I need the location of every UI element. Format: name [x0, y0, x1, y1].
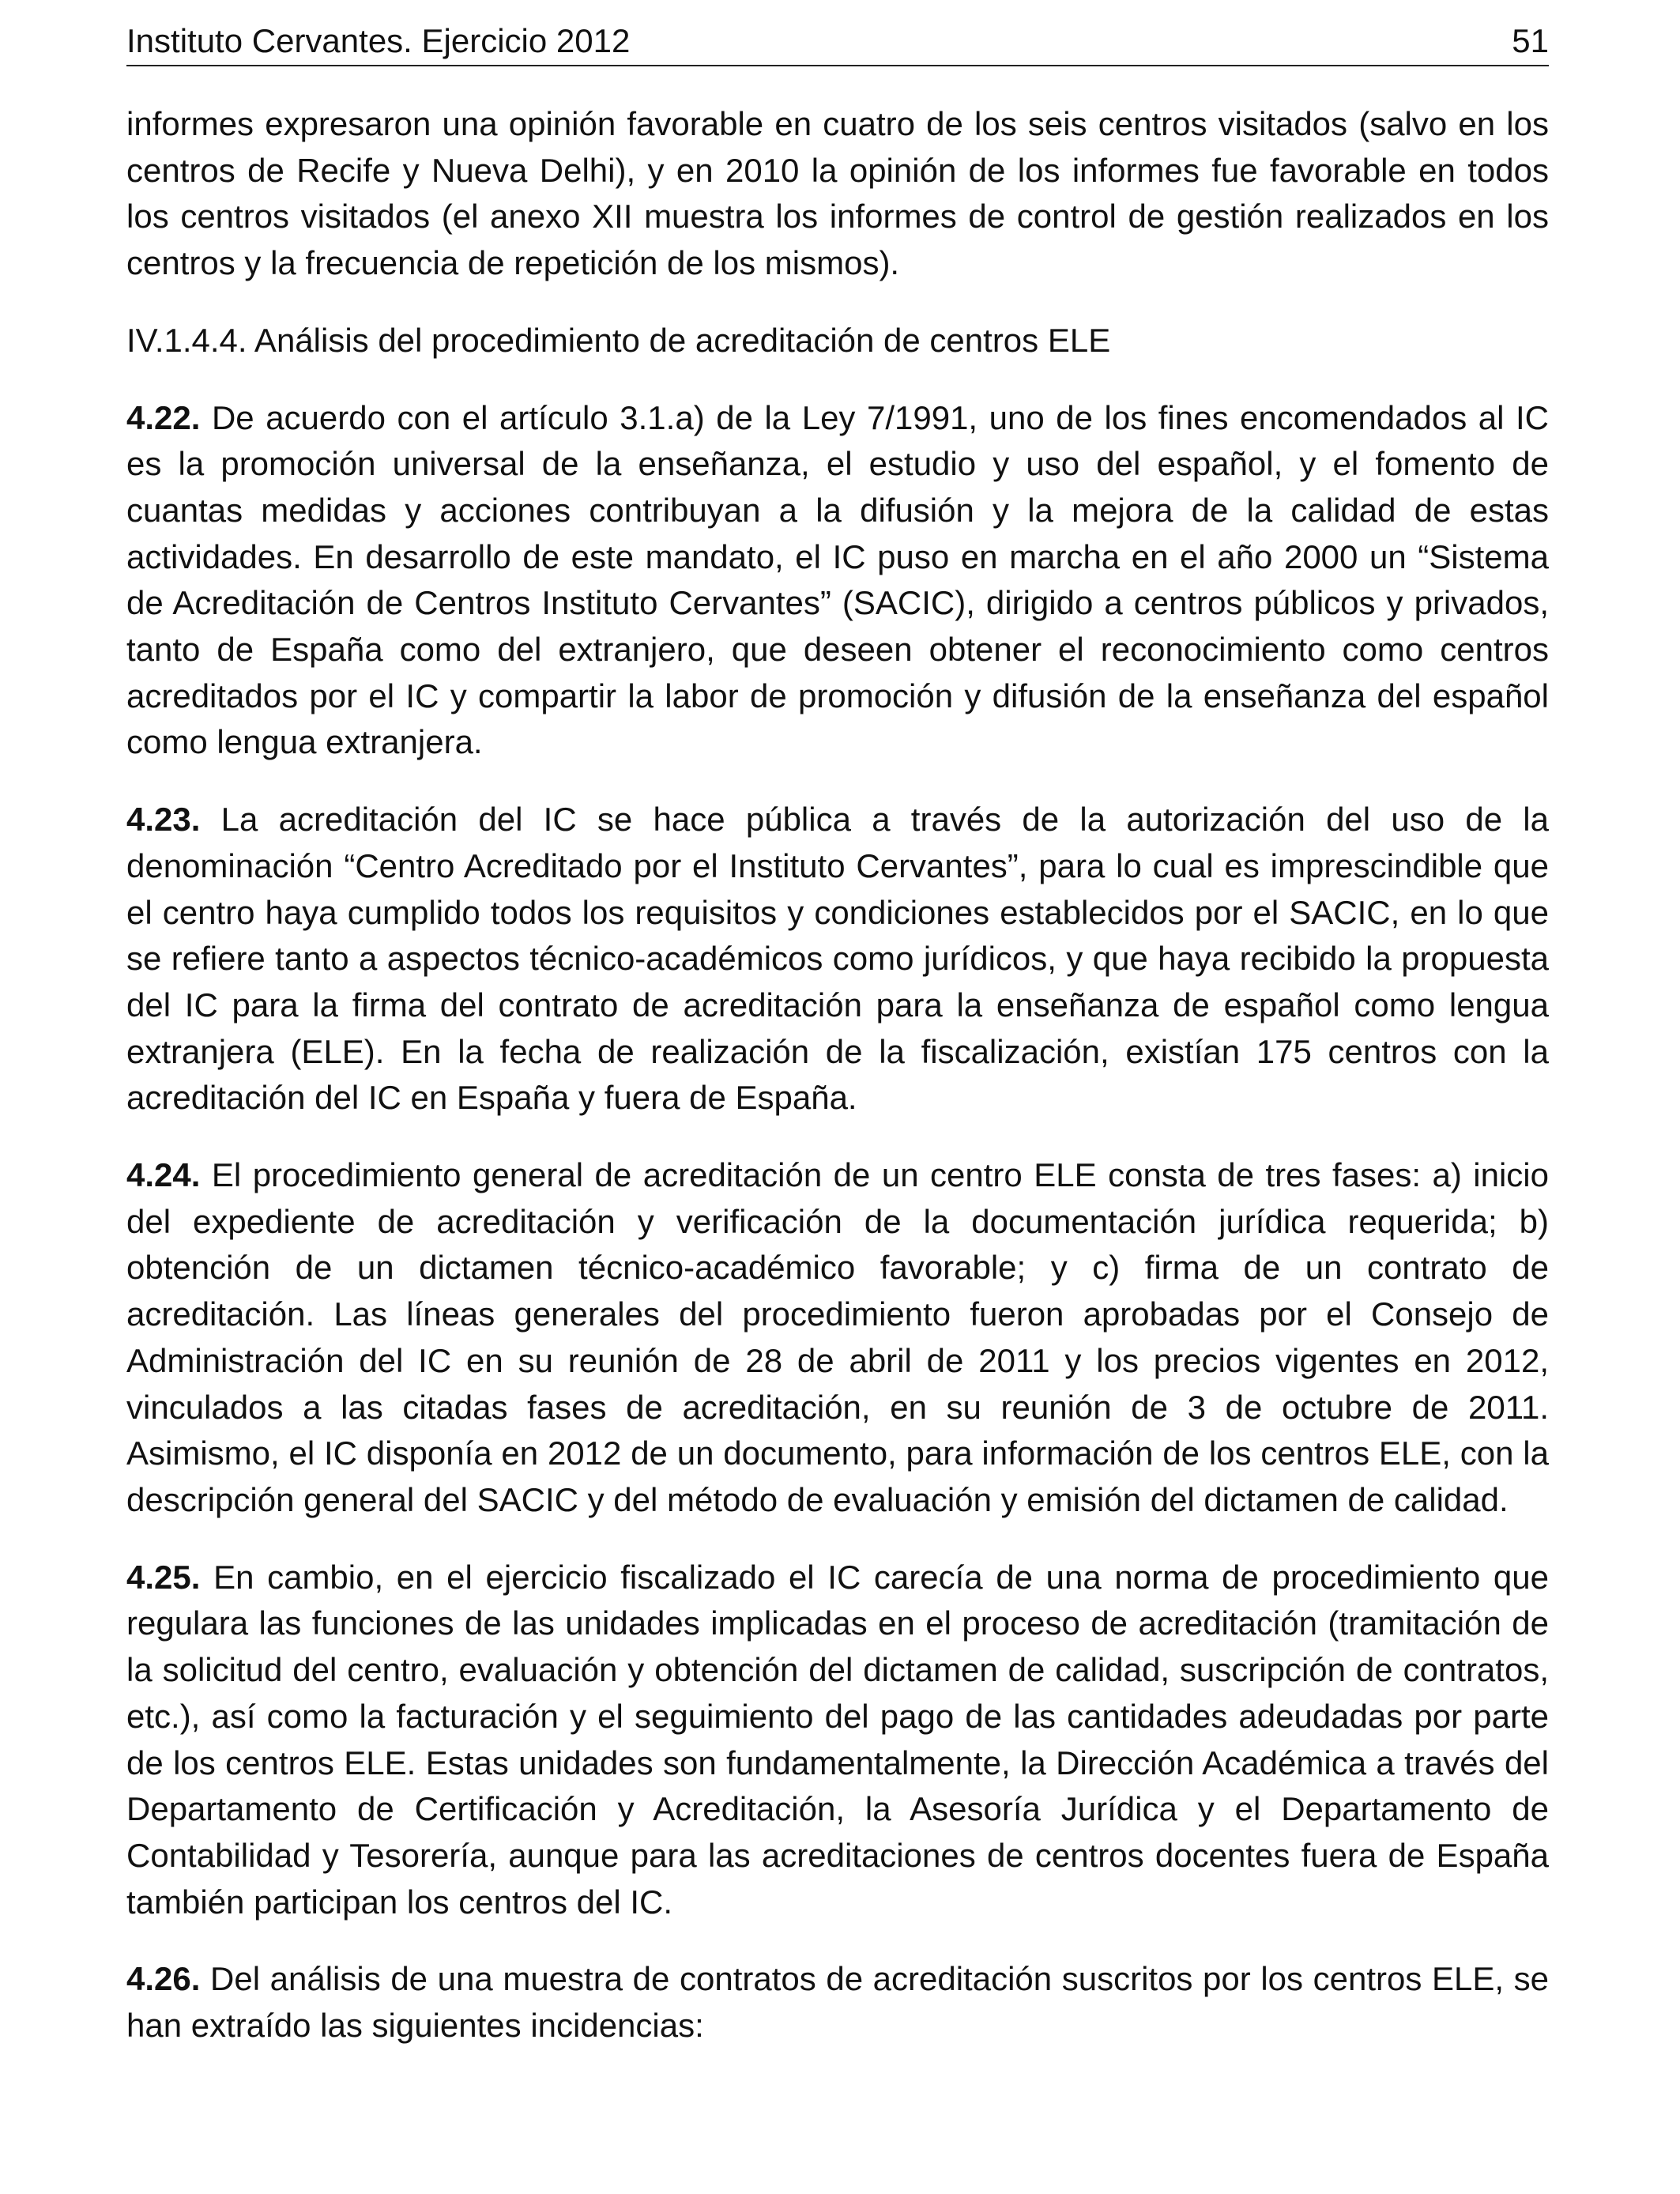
paragraph-text: La acreditación del IC se hace pública a través de la autorización del uso de la denominación “Centro Acreditado por el Instituto Cervantes”, para lo cual es imprescindible que el centro haya cumplido todos los requisitos y condiciones establecidos por el SACIC, en lo que se refiere tanto a aspectos técnico-académicos como jurídicos, y que haya recibido la propuesta del IC para la firma del contrato de acreditación para la enseñanza de español como lengua extranjera (ELE). En la fecha de realización de la fiscalización, existían 175 centros con la acreditación del IC en España y fuera de España. [126, 801, 1549, 1117]
page-header [126, 19, 1549, 66]
page-content [126, 101, 1549, 2049]
document-page [126, 19, 1549, 2080]
paragraph-4-22 [126, 395, 1549, 767]
paragraph-4-24 [126, 1152, 1549, 1524]
paragraph-4-26 [126, 1956, 1549, 2049]
paragraph-number: 4.26. [126, 1960, 201, 1998]
paragraph-text: Del análisis de una muestra de contratos de acreditación suscritos por los centros ELE, se han extraído las siguientes incidencias: [126, 1960, 1549, 2045]
intro-paragraph: informes expresaron una opinión favorable en cuatro de los seis centros visitados (salvo en los centros de Recife y Nueva Delhi), y en 2010 la opinión de los informes fue favorable en todos los centros visitados (el anexo XII muestra los informes de control de gestión realizados en los centros y la frecuencia de repetición de los mismos). [126, 105, 1549, 282]
section-heading: IV.1.4.4. Análisis del procedimiento de acreditación de centros ELE [126, 321, 1111, 359]
paragraph-4-23 [126, 797, 1549, 1122]
paragraph-number: 4.22. [126, 398, 201, 436]
header-title: Instituto Cervantes. Ejercicio 2012 [126, 22, 631, 59]
paragraph-text: El procedimiento general de acreditación de un centro ELE consta de tres fases: a) inicio del expediente de acreditación y verificación de la documentación jurídica requerida; b) obtención de un dictamen técnico-académico favorable; y c) firma de un contrato de acreditación. Las líneas generales del procedimiento fueron aprobadas por el Consejo de Administración del IC en su reunión de 28 de abril de 2011 y los precios vigentes en 2012, vinculados a las citadas fases de acreditación, en su reunión de 3 de octubre de 2011. Asimismo, el IC disponía en 2012 de un documento, para información de los centros ELE, con la descripción general del SACIC y del método de evaluación y emisión del dictamen de calidad. [126, 1156, 1549, 1518]
paragraph-number: 4.24. [126, 1156, 201, 1194]
page-number: 51 [1512, 22, 1549, 59]
paragraph-text: En cambio, en el ejercicio fiscalizado el IC carecía de una norma de procedimiento que regulara las funciones de las unidades implicadas en el proceso de acreditación (tramitación de la solicitud del centro, evaluación y obtención del dictamen de calidad, suscripción de contratos, etc.), así como la facturación y el seguimiento del pago de las cantidades adeudadas por parte de los centros ELE. Estas unidades son fundamentalmente, la Dirección Académica a través del Departamento de Certificación y Acreditación, la Asesoría Jurídica y el Departamento de Contabilidad y Tesorería, aunque para las acreditaciones de centros docentes fuera de España también participan los centros del IC. [126, 1558, 1549, 1921]
paragraph-number: 4.25. [126, 1558, 201, 1596]
paragraph-number: 4.23. [126, 801, 201, 839]
paragraph-4-25 [126, 1555, 1549, 1926]
paragraph-text: De acuerdo con el artículo 3.1.a) de la Ley 7/1991, uno de los fines encomendados al IC es la promoción universal de la enseñanza, el estudio y uso del español, y el fomento de cuantas medidas y acciones contribuyan a la difusión y la mejora de la calidad de estas actividades. En desarrollo de este mandato, el IC puso en marcha en el año 2000 un “Sistema de Acreditación de Centros Instituto Cervantes” (SACIC), dirigido a centros públicos y privados, tanto de España como del extranjero, que deseen obtener el reconocimiento como centros acreditados por el IC y compartir la labor de promoción y difusión de la enseñanza del español como lengua extranjera. [126, 398, 1549, 761]
